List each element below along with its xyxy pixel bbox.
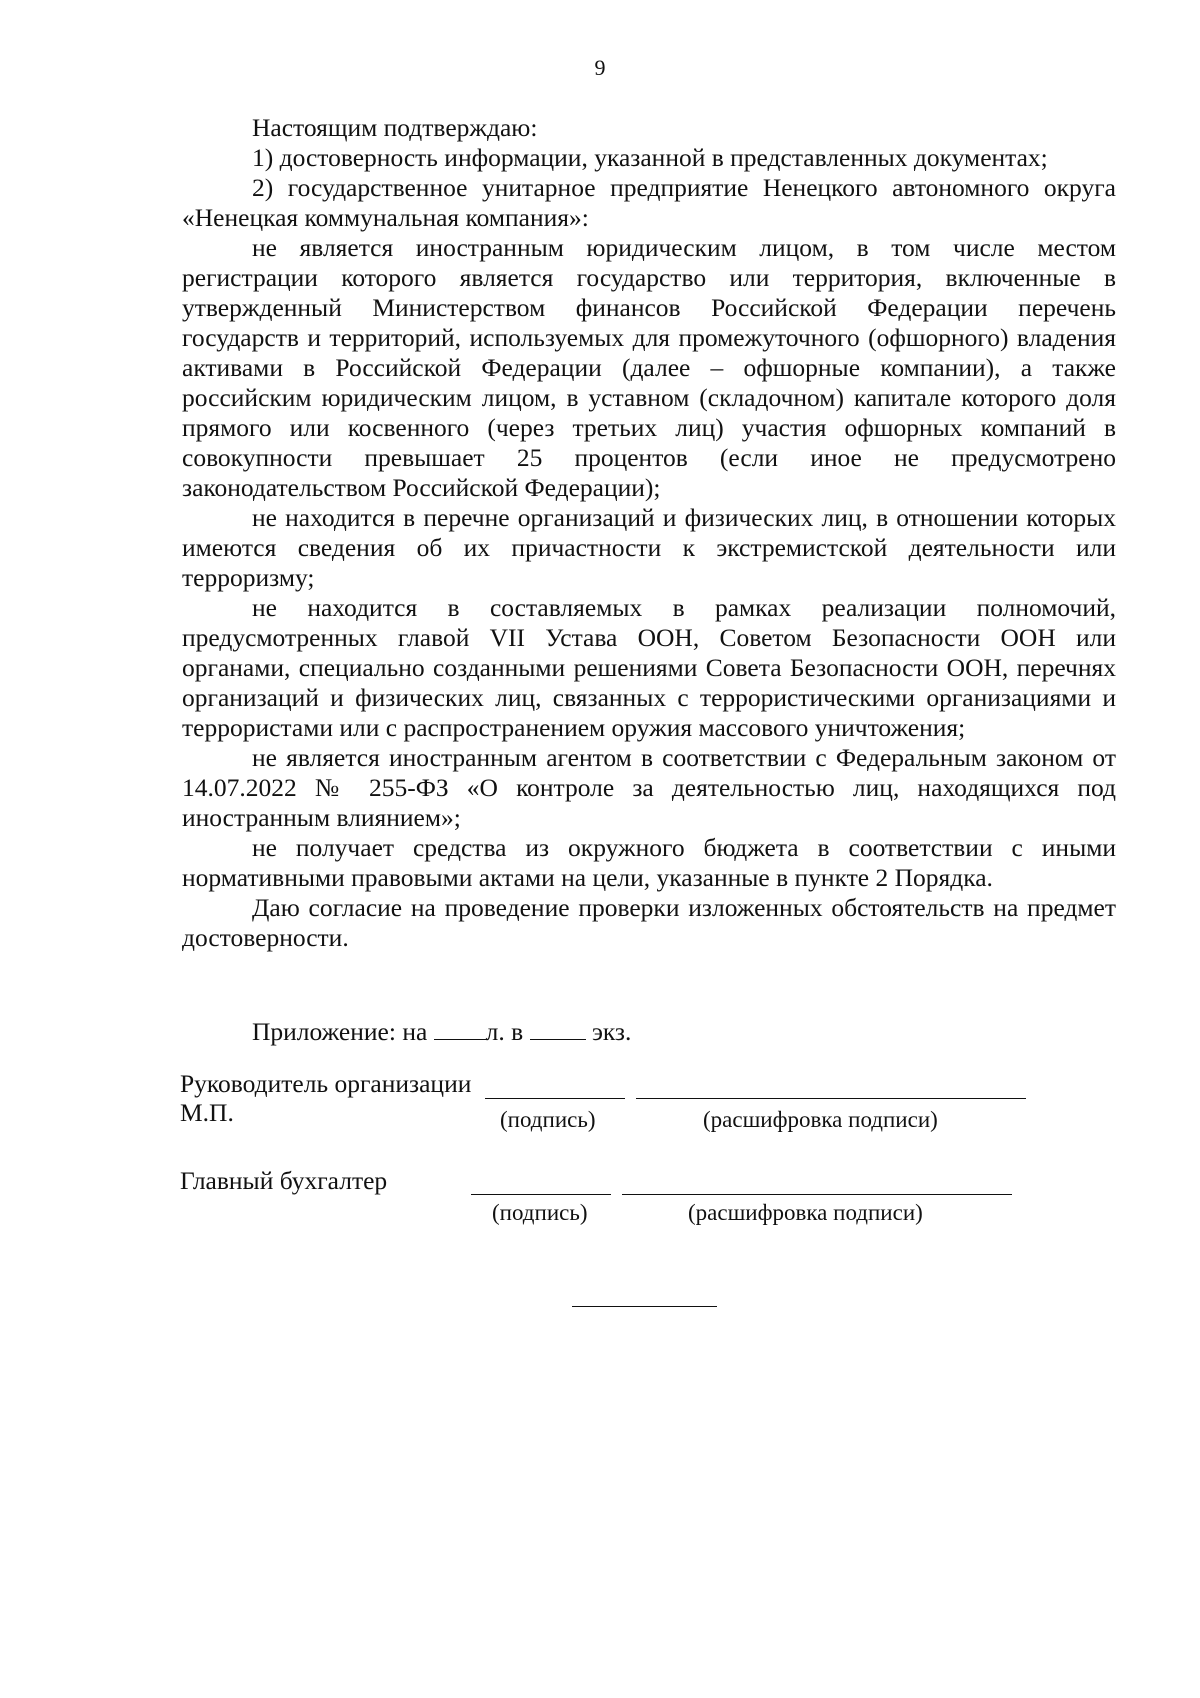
head-decoding-caption: (расшифровка подписи) [703,1107,938,1132]
head-decoding-line [636,1098,1026,1099]
appendix-middle: л. в [485,1017,524,1046]
accountant-decoding-caption: (расшифровка подписи) [688,1200,923,1225]
paragraph: не находится в составляемых в рамках реализации полномочий, предусмотренных главой VII Устава ООН, Советом Безопасности ООН или органами, специально созданными решениями Совета Безопасности ООН, перечнях организаций и физических лиц, связанных с террористическими организациями и террористами или с распространением оружия массового уничтожения; [182,593,1116,742]
accountant-signature-line [471,1194,611,1195]
paragraph: Даю согласие на проведение проверки изложенных обстоятельств на предмет достоверности. [182,893,1116,952]
appendix-prefix: Приложение: на [252,1017,428,1046]
head-label: Руководитель организации [180,1069,472,1098]
paragraph: не находится в перечне организаций и физических лиц, в отношении которых имеются сведения об их причастности к экстремистской деятельности или терроризму; [182,503,1116,592]
body-text [182,113,1116,953]
head-signature-line [485,1098,625,1099]
paragraph: не получает средства из окружного бюджета в соответствии с иными нормативными правовыми актами на цели, указанные в пункте 2 Порядка. [182,833,1116,892]
head-signature-caption: (подпись) [500,1107,596,1132]
appendix-sheets-blank [434,1015,486,1040]
appendix-line [252,1015,631,1047]
paragraph: 2) государственное унитарное предприятие Ненецкого автономного округа «Ненецкая коммунальная компания»: [182,173,1116,232]
page-number: 9 [594,55,606,80]
end-rule [572,1306,717,1307]
accountant-decoding-line [622,1194,1012,1195]
stamp-label: М.П. [180,1098,234,1127]
paragraph: Настоящим подтверждаю: [252,113,538,142]
paragraph: не является иностранным агентом в соответствии с Федеральным законом от 14.07.2022 № 255-ФЗ «О контроле за деятельностью лиц, находящихся под иностранным влиянием»; [182,743,1116,832]
paragraph: 1) достоверность информации, указанной в представленных документах; [252,143,1048,172]
appendix-suffix: экз. [591,1017,632,1046]
appendix-copies-blank [530,1015,586,1040]
accountant-signature-caption: (подпись) [492,1200,588,1225]
paragraph: не является иностранным юридическим лицом, в том числе местом регистрации которого является государство или территория, включенные в утвержденный Министерством финансов Российской Федерации перечень государств и территорий, используемых для промежуточного (офшорного) владения активами в Российской Федерации (далее – офшорные компании), а также российским юридическим лицом, в уставном (складочном) капитале которого доля прямого или косвенного (через третьих лиц) участия офшорных компаний в совокупности превышает 25 процентов (если иное не предусмотрено законодательством Российской Федерации); [182,233,1116,502]
accountant-label: Главный бухгалтер [180,1166,388,1195]
